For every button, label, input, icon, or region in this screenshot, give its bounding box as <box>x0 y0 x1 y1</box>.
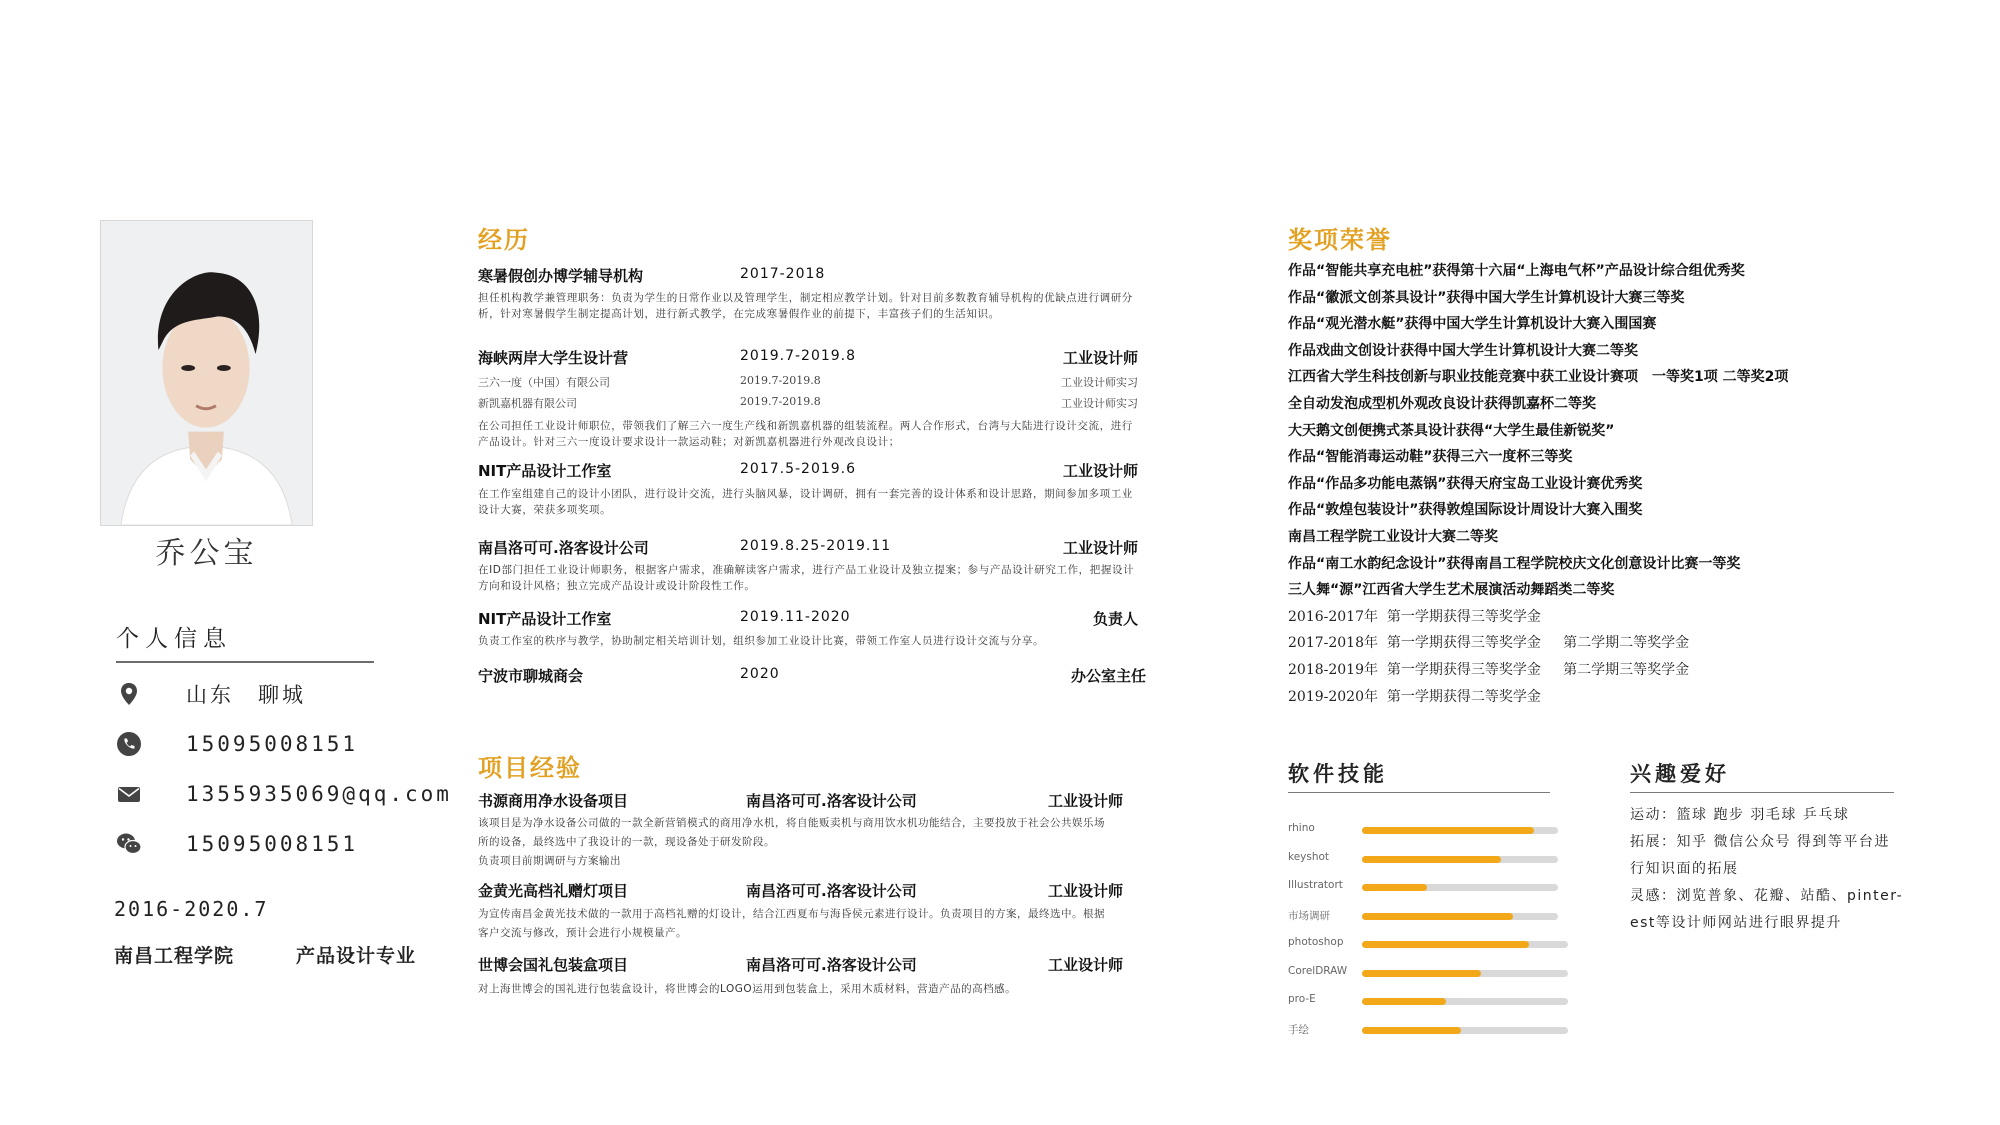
hobby-line: est等设计师网站进行眼界提升 <box>1630 915 1842 931</box>
experience-row <box>478 665 1146 689</box>
experience-sub-row <box>478 374 1138 392</box>
skill-row <box>1288 879 1568 895</box>
education-years: 2016-2020.7 <box>114 897 269 921</box>
award-item: 江西省大学生科技创新与职业技能竞赛中获工业设计赛项 一等奖1项 二等奖2项 <box>1288 369 1789 386</box>
experience-desc: 负责工作室的秩序与教学，协助制定相关培训计划，组织参加工业设计比赛，带领工作室人员进行设计交流与分享。 <box>478 635 1045 647</box>
skill-label: Illustratort <box>1288 879 1343 891</box>
experience-desc: 在工作室组建自己的设计小团队，进行设计交流，进行头脑风暴，设计调研，拥有一套完善的设计体系和设计思路，期间参加多项工业设计大赛，荣获多项奖项。 <box>478 488 1133 516</box>
scholarship-row <box>1288 630 1928 657</box>
wechat-row <box>116 828 358 860</box>
experience-role: 负责人 <box>1092 610 1138 628</box>
skill-label: CorelDRAW <box>1288 964 1348 977</box>
experience-desc: 担任机构教学兼管理职务：负责为学生的日常作业以及管理学生，制定相应教学计划。针对目前多数教育辅导机构的优缺点进行调研分析，针对寒暑假学生制定提高计划，进行新式教学，在完成寒暑假作业的前提下，丰富孩子们的生活知识。 <box>478 292 1133 320</box>
award-item: 作品“智能消毒运动鞋”获得三六一度杯三等奖 <box>1288 449 1573 466</box>
skill-label: 市场调研 <box>1288 909 1330 922</box>
experience-role: 工业设计师 <box>1062 539 1138 557</box>
phone-row <box>116 728 358 760</box>
experience-org: NIT产品设计工作室 <box>478 610 612 628</box>
skill-bar-fill <box>1362 884 1427 891</box>
skill-row <box>1288 851 1568 867</box>
skill-row <box>1288 822 1568 838</box>
award-item: 南昌工程学院工业设计大赛二等奖 <box>1288 528 1498 545</box>
award-item: 作品戏曲文创设计获得中国大学生计算机设计大赛二等奖 <box>1288 342 1638 359</box>
experience-org: 宁波市聊城商会 <box>478 667 584 685</box>
award-item: 作品“智能共享充电桩”获得第十六届“上海电气杯”产品设计综合组优秀奖 <box>1288 263 1745 279</box>
skill-row <box>1288 993 1568 1009</box>
scholarship-year: 2017-2018年 <box>1288 635 1378 652</box>
scholarship-first: 第一学期获得三等奖学金 <box>1386 661 1541 678</box>
project-row <box>478 790 1123 814</box>
project-desc <box>478 980 1138 999</box>
personal-info-title: 个人信息 <box>116 626 232 652</box>
sub-role: 工业设计师实习 <box>1061 397 1138 410</box>
scholarship-second: 第二学期二等奖学金 <box>1563 635 1690 652</box>
experience-role: 办公室主任 <box>1070 667 1146 685</box>
experience-role: 工业设计师 <box>1062 349 1138 367</box>
education-school: 南昌工程学院 <box>114 945 235 967</box>
award-item: 大天鹅文创便携式茶具设计获得“大学生最佳新锐奖” <box>1288 422 1615 439</box>
projects-title: 项目经验 <box>478 754 582 782</box>
profile-photo <box>100 220 313 526</box>
sub-role: 工业设计师实习 <box>1061 376 1138 389</box>
skill-label: 手绘 <box>1288 1023 1309 1036</box>
phone-text: 15095008151 <box>186 732 359 756</box>
skill-bar-track <box>1362 1027 1568 1034</box>
skill-bar-fill <box>1362 998 1446 1005</box>
skill-bar-track <box>1362 970 1568 977</box>
project-role: 工业设计师 <box>1047 956 1123 974</box>
scholarship-first: 第一学期获得三等奖学金 <box>1386 635 1541 652</box>
experience-org: 海峡两岸大学生设计营 <box>478 349 629 367</box>
location-text: 山东 聊城 <box>186 683 306 707</box>
skill-bar-track <box>1362 827 1558 834</box>
experience-desc: 在ID部门担任工业设计师职务，根据客户需求，准确解读客户需求，进行产品工业设计及独立提案；参与产品设计研究工作，把握设计方向和设计风格；独立完成产品设计或设计阶段性工作。 <box>478 564 1135 592</box>
divider <box>116 661 374 663</box>
skill-row <box>1288 1022 1568 1038</box>
hobbies-title: 兴趣爱好 <box>1630 762 1730 786</box>
experience-row <box>478 460 1138 484</box>
skill-label: pro-E <box>1288 993 1316 1005</box>
awards-list <box>1288 258 1928 710</box>
experience-sub-row <box>478 395 1138 413</box>
skill-label: rhino <box>1288 822 1315 834</box>
awards-title: 奖项荣誉 <box>1288 226 1392 254</box>
skill-bar-fill <box>1362 941 1529 948</box>
award-item: 作品“观光潜水艇”获得中国大学生计算机设计大赛入围国赛 <box>1288 316 1657 333</box>
project-desc-line: 负责项目前期调研与方案输出 <box>478 855 621 867</box>
award-item: 作品“敦煌包装设计”获得敦煌国际设计周设计大赛入围奖 <box>1288 502 1643 519</box>
scholarship-year: 2016-2017年 <box>1288 608 1378 625</box>
project-name: 书源商用净水设备项目 <box>478 792 629 810</box>
experience-row <box>478 347 1138 371</box>
scholarship-second: 第二学期三等奖学金 <box>1563 661 1690 678</box>
project-row <box>478 954 1123 978</box>
project-row <box>478 880 1123 904</box>
skill-bar-fill <box>1362 856 1501 863</box>
hobbies-list <box>1630 802 1930 937</box>
skill-label: keyshot <box>1288 850 1330 863</box>
award-item: 作品“作品多功能电蒸锅”获得天府宝岛工业设计赛优秀奖 <box>1288 475 1643 492</box>
scholarship-row <box>1288 604 1928 631</box>
experience-role: 工业设计师 <box>1062 462 1138 480</box>
award-item: 全自动发泡成型机外观改良设计获得凯嘉杯二等奖 <box>1288 395 1596 412</box>
project-desc-line: 客户交流与修改，预计会进行小规模量产。 <box>478 927 687 939</box>
project-company: 南昌洛可可.洛客设计公司 <box>746 882 917 900</box>
hobby-line: 灵感：浏览普象、花瓣、站酷、pinter- <box>1630 888 1904 904</box>
project-desc <box>478 814 1138 871</box>
email-row <box>116 778 452 810</box>
award-item: 三人舞“源”江西省大学生艺术展演活动舞蹈类二等奖 <box>1288 582 1615 599</box>
scholarship-row <box>1288 657 1928 684</box>
email-text: 1355935069@qq.com <box>186 782 452 806</box>
skill-bar-fill <box>1362 1027 1461 1034</box>
experience-date: 2017.5-2019.6 <box>740 461 857 477</box>
skill-bar-fill <box>1362 913 1513 920</box>
project-name: 世博会国礼包装盒项目 <box>478 956 629 974</box>
location-pin-icon <box>116 681 142 707</box>
project-company: 南昌洛可可.洛客设计公司 <box>746 792 917 810</box>
experience-row <box>478 537 1138 561</box>
scholarship-row <box>1288 684 1928 711</box>
scholarship-year: 2018-2019年 <box>1288 661 1378 678</box>
project-role: 工业设计师 <box>1047 792 1123 810</box>
skill-bar-track <box>1362 913 1558 920</box>
scholarship-first: 第一学期获得二等奖学金 <box>1386 688 1541 705</box>
project-name: 金黄光高档礼赠灯项目 <box>478 882 629 900</box>
sub-date: 2019.7-2019.8 <box>740 374 821 387</box>
project-desc-line: 该项目是为净水设备公司做的一款全新营销模式的商用净水机，将自能贩卖机与商用饮水机功能结合，主要投放于社会公共娱乐场 <box>478 817 1105 829</box>
scholarship-year: 2019-2020年 <box>1288 688 1378 705</box>
sub-date: 2019.7-2019.8 <box>740 395 821 408</box>
skills-title: 软件技能 <box>1288 762 1388 786</box>
skill-row <box>1288 908 1568 924</box>
phone-icon <box>116 731 142 757</box>
sub-org: 新凯嘉机器有限公司 <box>478 397 577 410</box>
experience-org: NIT产品设计工作室 <box>478 462 612 480</box>
project-company: 南昌洛可可.洛客设计公司 <box>746 956 917 974</box>
project-desc-line: 为宣传南昌金黄光技术做的一款用于高档礼赠的灯设计，结合江西夏布与海昏侯元素进行设计。负责项目的方案，最终选中。根据 <box>478 908 1105 920</box>
skill-label: photoshop <box>1288 936 1344 948</box>
wechat-text: 15095008151 <box>186 832 359 856</box>
hobby-line: 运动：篮球 跑步 羽毛球 乒乓球 <box>1630 807 1850 823</box>
experience-org: 寒暑假创办博学辅导机构 <box>478 267 644 285</box>
skill-row <box>1288 936 1568 952</box>
skill-bar-track <box>1362 884 1558 891</box>
hobby-line: 行知识面的拓展 <box>1630 861 1739 877</box>
divider <box>1288 792 1550 793</box>
experience-org: 南昌洛可可.洛客设计公司 <box>478 539 649 557</box>
location-row <box>116 678 306 710</box>
project-desc-line: 对上海世博会的国礼进行包装盒设计，将世博会的LOGO运用到包装盒上，采用木质材料，营造产品的高档感。 <box>478 983 1017 995</box>
hobby-line: 拓展：知乎 微信公众号 得到等平台进 <box>1630 834 1890 850</box>
award-item: 作品“徽派文创茶具设计”获得中国大学生计算机设计大赛三等奖 <box>1288 289 1685 306</box>
skill-row <box>1288 965 1568 981</box>
project-desc <box>478 905 1138 943</box>
experience-date: 2019.7-2019.8 <box>740 348 857 364</box>
education-major: 产品设计专业 <box>296 945 417 967</box>
experience-row <box>478 265 1138 289</box>
experience-date: 2020 <box>740 666 780 682</box>
skill-bar-track <box>1362 856 1558 863</box>
experience-row <box>478 608 1138 632</box>
scholarship-first: 第一学期获得三等奖学金 <box>1386 608 1541 625</box>
skill-bar-track <box>1362 998 1568 1005</box>
skill-bar-track <box>1362 941 1568 948</box>
project-role: 工业设计师 <box>1047 882 1123 900</box>
experience-date: 2019.11-2020 <box>740 609 851 625</box>
divider <box>1630 792 1894 793</box>
wechat-icon <box>116 831 142 857</box>
candidate-name: 乔公宝 <box>155 536 258 571</box>
project-desc-line: 所的设备，最终选中了我设计的一款，现设备处于研发阶段。 <box>478 836 775 848</box>
mail-icon <box>116 781 142 807</box>
experience-title: 经历 <box>478 226 530 254</box>
skill-bar-fill <box>1362 970 1481 977</box>
experience-date: 2017-2018 <box>740 266 826 282</box>
award-item: 作品“南工水韵纪念设计”获得南昌工程学院校庆文化创意设计比赛一等奖 <box>1288 555 1741 572</box>
skill-bar-fill <box>1362 827 1534 834</box>
experience-desc: 在公司担任工业设计师职位，带领我们了解三六一度生产线和新凯嘉机器的组装流程。两人合作形式，台湾与大陆进行设计交流，进行产品设计。针对三六一度设计要求设计一款运动鞋；对新凯嘉机器进行外观改良设计； <box>478 420 1133 448</box>
experience-date: 2019.8.25-2019.11 <box>740 538 892 554</box>
sub-org: 三六一度（中国）有限公司 <box>478 376 610 389</box>
